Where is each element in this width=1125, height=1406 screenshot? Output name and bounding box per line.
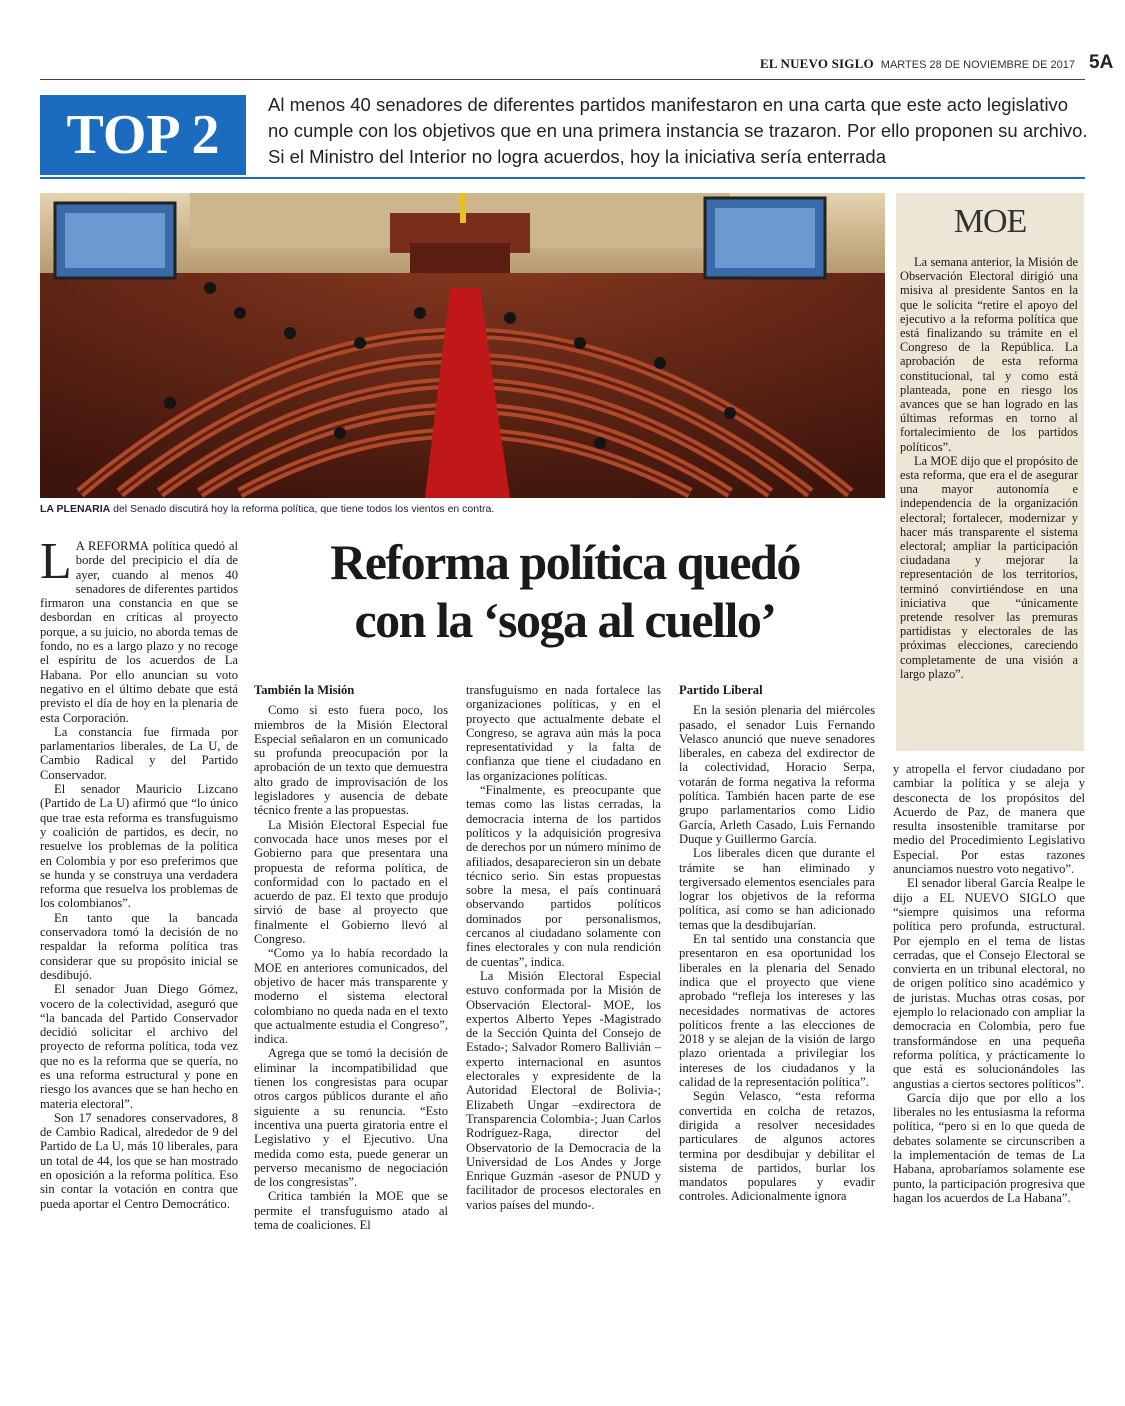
paragraph: El senador Juan Diego Gómez, vocero de la colectividad, aseguró que “la bancada del Partido Conservador decidió solicitar el archivo del proyecto de reforma política, toda vez que no es la reforma que se quería, no es una reforma estructural y pone en riesgo los avances que se han hecho en materia electoral”. [40,982,238,1111]
paragraph: transfuguismo en nada fortalece las organizaciones políticas, y en el proyecto que actualmente debate el Congreso, se agrava aún más la poca representatividad y la falta de confianza que tiene el ciudadano en las organizaciones políticas. [466,683,661,783]
senate-plenary-photo [40,193,885,498]
headline-line-1: Reforma política quedó [330,534,800,590]
paragraph: Agrega que se tomó la decisión de eliminar la incompatibilidad que tienen los congresistas para ocupar otros cargos públicos durante el año siguiente a su renuncia. “Esto incentiva una puerta giratoria entre el Legislativo y el Ejecutivo. Una medida como esta, puede generar un perverso mecanismo de negociación de los congresistas”. [254,1046,448,1190]
page-folio [760,52,1114,76]
sidebar-paragraph: La MOE dijo que el propósito de esta reforma, que era el de asegurar una mayor autonomía e independencia de la organización electoral; fortalecer, modernizar y hacer más transparente el sistema electoral; ampliar la participación ciudadana y mejorar la representación de los territorios, terminó convirtiéndose en una iniciativa que “únicamente pretende resolver las premuras partidistas y electorales de las próximas elecciones, careciendo completamente de una visión a largo plazo”. [900,453,1078,681]
paragraph: El senador liberal García Realpe le dijo a EL NUEVO SIGLO que “siempre quisimos una reforma política pero profunda, estructural. Por ejemplo en el tema de listas cerradas, que el Consejo Electoral se convierta en un tribunal electoral, no de origen político sino académico y de juristas. Muchas otras cosas, por ejemplo lo relacionado con ampliar la democracia en Colombia, pero fue transformándose en una pequeña reforma política, y prácticamente lo que está es solucionándoles las angustias a ciertos sectores políticos”. [893,876,1085,1091]
publication-date: MARTES 28 DE NOVIEMBRE DE 2017 [880,59,1075,71]
paragraph: En la sesión plenaria del miércoles pasado, el senador Luis Fernando Velasco anunció que nueve senadores liberales, en cabeza del exdirector de la colectividad, Horacio Serpa, votarán de forma negativa la reforma política. También hacen parte de ese grupo parlamentarios como Lidio García, Arleth Casado, Luis Fernando Duque y Guillermo García. [679,703,875,846]
sidebar-paragraph: La semana anterior, la Misión de Observación Electoral dirigió una misiva al presidente Santos en la que le solicita “retire el apoyo del ejecutivo a la reforma política que está finalizando su trámite en el Congreso de la República. La aprobación de esta reforma constitucional, tal y como está planteada, pone en riesgo los avances que se han logrado en las últimas reformas en torno al fortalecimiento de los partidos políticos”. [900,255,1078,454]
paragraph: En tanto que la bancada conservadora tomó la decisión de no respaldar la reforma política tras considerar que su propósito inicial se desdibujó. [40,910,238,982]
paragraph: En tal sentido una constancia que presentaron en esa oportunidad los liberales en la plenaria del Senado indica que el proyecto que viene aprobado “refleja los intereses y las necesidades normativas de actores políticos frente a las elecciones de 2018 y se alejan de la visión de largo plazo orientada a privilegiar los intereses de los ciudadanos y la calidad de la representación política”. [679,932,875,1090]
lead-text: política quedó al borde del precipicio el día de ayer, cuando al menos 40 senadores de diferentes partidos firmaron una constancia en que se desbordan en críticas al proyecto porque, a su juicio, no aborda temas de fondo, no es a largo plazo y no recoge el espíritu de los acuerdos de La Habana. Por ello anuncian su voto negativo en el último debate que está previsto el día de hoy en la plenaria de esta Corporación. [40,539,238,725]
paragraph: y atropella el fervor ciudadano por cambiar la política y se aleja y desconecta de los propósitos del Acuerdo de Paz, de manera que resulta insostenible tramitarse por medio del Procedimiento Legislativo Especial. Por estas razones anunciamos nuestro voto negativo”. [893,762,1085,877]
page-number: 5A [1089,52,1114,73]
top-badge: TOP 2 [40,95,246,175]
paragraph: El senador Mauricio Lizcano (Partido de La U) afirmó que “lo único que trae esta reforma es transfuguismo y coalición de partidos, es decir, no resuelve los problemas de la política en Colombia y por eso preferimos que se hunda y se construya una verdadera reforma que resuelva los problemas de los colombianos”. [40,782,238,911]
article-headline [250,533,880,649]
paragraph: Critica también la MOE que se permite el transfuguismo atado al tema de coaliciones. El [254,1189,448,1232]
paragraph: “Finalmente, es preocupante que temas como las listas cerradas, la democracia interna de los partidos políticos y la adquisición progresiva de derechos por un número mínimo de afiliados, desaparecieron sin un debate técnico serio. Sin estas propuestas sobre la mesa, el país continuará observando partidos políticos dominados por personalismos, cercanos al ciudadano solamente con fines electorales y con nula rendición de cuentas”, indica. [466,783,661,969]
paragraph: Los liberales dicen que durante el trámite se han eliminado y tergiversado elementos esenciales para lograr los objetivos de la reforma política, así como se han adicionado temas que la desdibujarían. [679,846,875,932]
caption-lead: LA PLENARIA [40,503,111,515]
subheading: También la Misión [254,683,355,697]
paragraph: La constancia fue firmada por parlamentarios liberales, de La U, de Cambio Radical y del Partido Conservador. [40,724,238,782]
sidebar-title: MOE [953,203,1027,240]
paragraph: La Misión Electoral Especial estuvo conformada por la Misión de Observación Electoral- MOE, los expertos Alberto Yepes -Magistrado de la Sección Quinta del Consejo de Estado-; Salvador Romero Ballivián –experto internacional en asuntos electorales y expresidente de la Autoridad Electoral de Bolivia-; Elizabeth Ungar –exdirectora de Transparencia Colombia-; Juan Carlos Rodríguez-Raga, director del Observatorio de la Democracia de la Universidad de Los Andes y Jorge Enrique Guzmán -asesor de PNUD y facilitador de procesos electorales en varios países del mundo-. [466,968,661,1212]
article-column-4 [679,683,875,1204]
drop-cap: L [40,533,72,590]
paragraph: García dijo que por ello a los liberales no les entusiasma la reforma política, “pero si en lo que queda de debates solamente se circunscriben a la implementación de temas de La Habana, aprobaríamos solamente ese punto, la participación progresiva que hagan los acuerdos de La Habana”. [893,1090,1085,1205]
subheading: Partido Liberal [679,683,763,697]
article-column-1 [40,533,238,1211]
banner-rule [40,177,1085,179]
paragraph: “Como ya lo había recordado la MOE en anteriores comunicados, del objetivo de hacer más transparente y moderno el sistema electoral colombiano no queda nada en el texto que actualmente estudia el Congreso”, indica. [254,946,448,1047]
paragraph: Como si esto fuera poco, los miembros de la Misión Electoral Especial señalaron en un comunicado su profunda preocupación por la aprobación de un texto que demuestra alto grado de improvisación de los legisladores y ausencia de debate técnico frente a las propuestas. [254,703,448,818]
header-rule [40,79,1085,80]
article-column-5 [893,762,1085,1205]
paragraph: Son 17 senadores conservadores, 8 de Cambio Radical, alrededor de 9 del Partido de La U, más 10 liberales, para un total de 44, los que se han mostrado en oposición a la reforma política. Eso sin contar la votación en contra que pueda aportar el Centro Democrático. [40,1110,238,1211]
paragraph: La Misión Electoral Especial fue convocada hace unos meses por el Gobierno para que presentara una propuesta de reforma política, de conformidad con lo pactado en el acuerdo de paz. El texto que produjo sirvió de base al proyecto que finalmente el Gobierno llevó al Congreso. [254,817,448,947]
sidebar-body [900,255,1078,681]
headline-line-2: con la ‘soga al cuello’ [354,592,776,648]
article-column-2 [254,683,448,1232]
banner-summary: Al menos 40 senadores de diferentes partidos manifestaron en una carta que este acto legislativo no cumple con los objetivos que en una primera instancia se trazaron. Por ello proponen su archivo. Si el Ministro del Interior no logra acuerdos, hoy la iniciativa sería enterrada [268,94,1088,167]
publication-name: EL NUEVO SIGLO [760,56,874,71]
article-column-3 [466,683,661,1212]
lead-smallcaps: A REFORMA [75,539,149,553]
caption-text: del Senado discutirá hoy la reforma política, que tiene todos los vientos en contra. [110,503,495,515]
paragraph: Según Velasco, “esta reforma convertida en colcha de retazos, dirigida a resolver necesidades particulares de algunos actores termina por desdibujar y debilitar el sistema de partidos, burlar los mandatos populares y evadir controles. Adicionalmente ignora [679,1089,875,1204]
photo-caption [40,503,885,515]
lead-paragraph [40,533,238,725]
